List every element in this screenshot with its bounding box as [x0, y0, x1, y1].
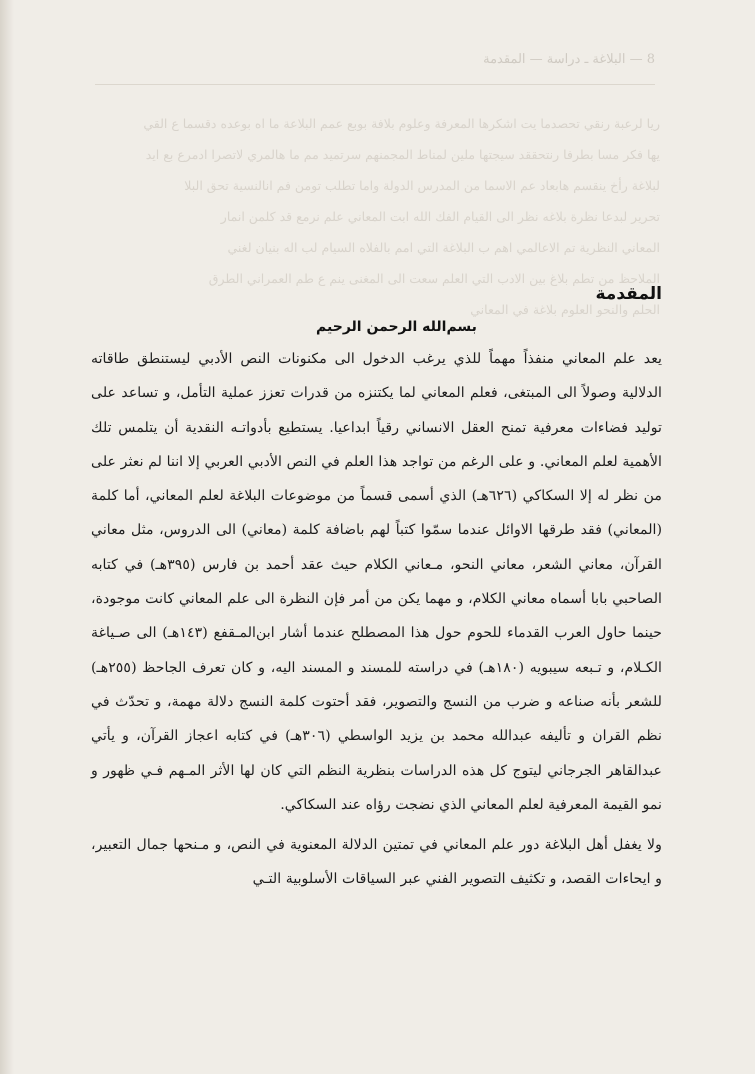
body-paragraph: ولا يغفل أهل البلاغة دور علم المعاني في تمتين الدلالة المعنوية في النص، و مـنحها جمال التعبير، و ايحاءات القصد، و تكثيف التصوير الفني عبر السياقات الأسلوبية التـي	[91, 837, 662, 888]
bleed-through-line: لبلاغة رأخ ينقسم هابعاد عم الاسما من المدرس الدولة واما تطلب تومن فم انالنسية تحق البلا	[184, 178, 660, 193]
bleed-through-line: ريا لرعبة رنقي تحصدما يت اشكرها المعرفة وعلوم بلافة بوبع عمم البلاعة ما اه بوعده دقسما ع القي	[143, 116, 660, 131]
bleed-through-line: الملاحظ من تطم بلاغ بين الادب التي العلم سعت الى المغنى ينم ع طم العمراني الطرق	[208, 271, 660, 286]
body-paragraph: يعد علم المعاني منفذاً مهماً للذي يرغب الدخول الى مكنونات النص الأدبي ليستنطق طاقاته الدلالية وصولاً الى المبتغى، فعلم المعاني لما يكتنزه من قدرات تعزز عملية التأمل، و تساعد على توليد فضاءات معرفية تمنح العقل الانساني رقياً ابداعيا. يستطيع بأدواتـه النقدية أن يتلمس تلك الأهمية لعلم المعاني. و على الرغم من تواجد هذا العلم في النص الأدبي العربي إلا اننا لم نعثر على من نظر له إلا السكاكي (٦٢٦هـ) الذي أسمى قسماً من موضوعات البلاغة لعلم المعاني، أما كلمة (المعاني) فقد طرقها الاوائل عندما سمّوا كتباً لهم باضافة كلمة (معاني) الى الدروس، مثل معاني القرآن، معاني الشعر، معاني النحو، مـعاني الكلام حيث عقد أحمد بن فارس (٣٩٥هـ) في كتابه الصاحبي بابا أسماه معاني الكلام، و مهما يكن من أمر فإن النظرة الى علم المعاني كانت موجودة، حينما حاول العرب القدماء للحوم حول هذا المصطلح عندما أشار ابن‌المـقفع (١٤٣هـ) الى صـياغة الكـلام، و تـبعه سيبويه (١٨٠هـ) في دراسته للمسند و المسند اليه، و كان تعرف الجاحظ (٢٥٥هـ) للشعر بأنه صناعه و ضرب من النسج والتصوير، فقد أحتوت كلمة النسج دلالة مهمة، و تحدّث في نظم القران و تأليفه عبدالله محمد بن يزيد الواسطي (٣٠٦هـ) في كتابه اعجاز القرآن، و يأتي عبدالقاهر الجرجاني ليتوج كل هذه الدراسات بنظرية النظم التي كان لها الأثر المـهم فـي ظهور و نمو القيمة المعرفية لعلم المعاني الذي نضجت رؤاه عند السكاكي.	[91, 351, 662, 813]
bleed-through-rule	[95, 84, 655, 85]
bleed-through-header: 8 — البلاغة ـ دراسة — المقدمة	[483, 52, 655, 67]
bleed-through-line: المعاني النظرية تم الاعالمي اهم ب البلاغة التي امم بالفلاه السيام لب اله بنيان لغني	[227, 240, 660, 255]
page-fold-shadow	[0, 0, 14, 1074]
page-content	[91, 276, 662, 897]
section-title: المقدمة	[595, 284, 662, 304]
basmala-heading: بسم‌الله الرحمن الرحيم	[316, 319, 477, 335]
bleed-through-line: يها فكر مسا بطرفا رنتحققد سيجتها ملين لمناط المجمنهم سرتميد مم ما هالمري لاتصرا ادمرع بع ايد	[145, 147, 660, 162]
bleed-through-line: تحرير لبدعا نظرة بلاغه نظر الى القيام الفك الله ابت المعاني علم نرمع قد كلمن انمار	[220, 209, 660, 224]
bleed-through-line: الحلم والنحو العلوم بلاغة في المعاني	[470, 302, 660, 317]
